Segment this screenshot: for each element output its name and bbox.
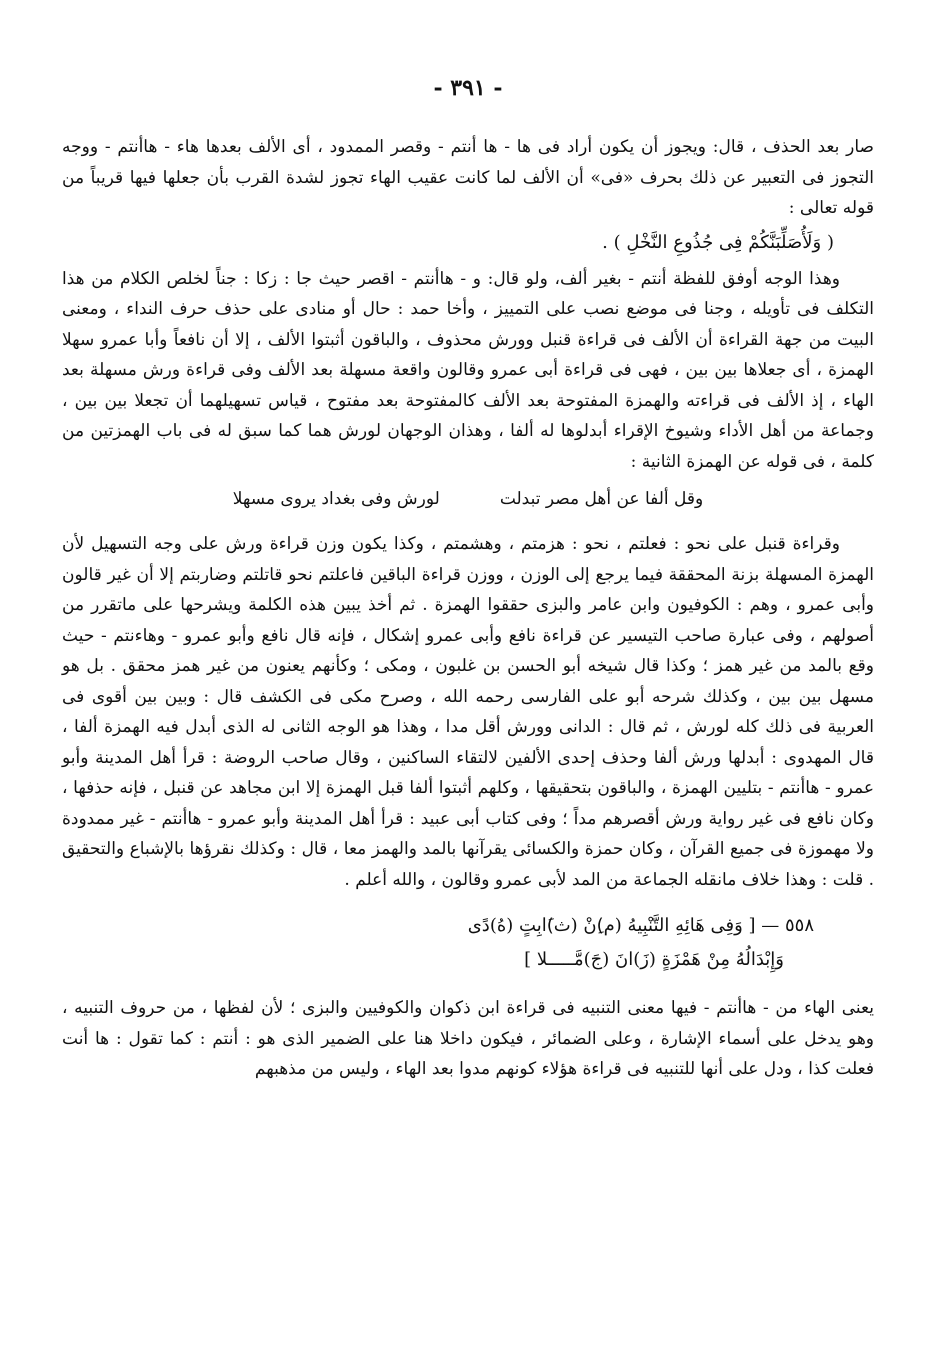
- quoted-verse: [62, 483, 874, 515]
- paragraph-1: صار بعد الحذف ، قال: ويجوز أن يكون أراد فى ها - ها أنتم - وقصر الممدود ، أى الألف بعدها هاء - هاأنتم - ووجه التجوز فى التعبير عن ذلك بحرف «فى» أن الألف لما كانت عقيب الهاء تجوز لشدة القرب بأن جعلها فيها قريباً من قوله تعالى :: [62, 137, 874, 218]
- page-number: - ٣٩١ -: [433, 75, 503, 101]
- quran-quote: ( وَلَأُصَلِّبَنَّكُمْ فِى جُذُوعِ النَّخْلِ ) .: [602, 231, 834, 253]
- paragraph-2: وهذا الوجه أوفق للفظة أنتم - بغير ألف، ولو قال: و - هاأنتم - اقصر حيث جا : زكا : جناً لخلص الكلام من هذا التكلف فى تأويله ، وجنا فى موضع نصب على التمييز ، وأخا حمد : حال أو منادى على حذف حرف النداء ، ومعنى البيت من جهة القراءة أن الألف فى قراءة قنبل وورش محذوف ، والباقون أثبتوا الألف ، إلا أن نافعاً وأبا عمرو سهلا الهمزة ، أى جعلاها بين بين ، فهى فى قراءة أبى عمرو وقالون واقعة مسهلة بعد الألف وفى قراءة ورش مسهلة بعد الهاء ، إذ الألف فى قراءته والهمزة المفتوحة بعد الألف كالمفتوحة بعد مفتوح ، قياس تسهيلهما أن تجعلا بين بين ، وجماعة من أهل الأداء وشيوخ الإقراء أبدلوها له ألفا ، وهذان الوجهان لورش هما كما سبق له فى باب الهمزتين من كلمة ، فى قوله عن الهمزة الثانية :: [62, 268, 874, 472]
- verse-hemistich-first: وقل ألفا عن أهل مصر تبدلت: [499, 489, 704, 509]
- verse-hemistich-second: لورش وفى بغداد يروى مسهلا: [232, 489, 440, 509]
- poem-line-1: ٥٥٨ — [ وَفِى هَائِهِ التَّنْبِيهُ (م)ِنْ (ث)َابِتٍ (هُ)دًى: [467, 915, 814, 936]
- poem-line-2: وَإِبْدَالُهُ مِنْ هَمْزَةٍ (زَ)انَ (جَ)مَّـــــلا ]: [524, 949, 784, 970]
- poem-block: [62, 909, 874, 977]
- paragraph-4: يعنى الهاء من - هاأنتم - فيها معنى التنبيه فى قراءة ابن ذكوان والكوفيين والبزى ؛ لأن لفظها ، من حروف التنبيه ، وهو يدخل على أسماء الإشارة ، وعلى الضمائر ، فيكون داخلا هنا على الضمير الذى هو : أنتم : كما تقول : ها أنت فعلت كذا ، ودل على أنها للتنبيه فى قراءة هؤلاء كونهم مدوا بعد الهاء ، وليس من مذهبهم: [62, 998, 874, 1079]
- paragraph-3: وقراءة قنبل على نحو : فعلتم ، نحو : هزمتم ، وهشمتم ، وكذا يكون وزن قراءة ورش على وجه التسهيل لأن الهمزة المسهلة بزنة المحققة فيما يرجع إلى الوزن ، ووزن قراءة الباقين فاعلتم نحو قاتلتم وضاربتم إلا أن غير قالون وأبى عمرو ، وهم : الكوفيون وابن عامر والبزى حققوا الهمزة . ثم أخذ يبين هذه الكلمة ويشرحها على ماتقرر من أصولهم ، وفى عبارة صاحب التيسير عن قراءة نافع وأبى عمرو إشكال ، فإنه قال نافع وأبو عمرو - وهاءنتم - حيث وقع بالمد من غير همز ؛ وكذا قال شيخه أبو الحسن بن غلبون ، ومكى ؛ وكأنهم يعنون من غير همز محقق . بل هو مسهل بين بين ، وكذلك شرحه أبو على الفارسى رحمه الله ، وصرح مكى فى الكشف قال : وبين بين أقوى فى العربية فى ذلك كله لورش ، ثم قال : الدانى وورش أقل مدا ، وهذا هو الوجه الثانى له الذى أبدل فيه الهمزة ألفا ، قال المهدوى : أبدلها ورش ألفا وحذف إحدى الألفين لالتقاء الساكنين ، وقال صاحب الروضة : قرأ أهل المدينة وأبو عمرو - هاأنتم - بتليين الهمزة ، والباقون بتحقيقها ، وكلهم أثبتوا ألفا قبل الهمزة إلا ابن مجاهد عن قنبل ، فإنه حذفها ، وكان نافع فى غير رواية ورش أقصرهم مداً ؛ وفى كتاب أبى عبيد : قرأ أهل المدينة وأبو عمرو - هاأنتم - غير ممدودة ولا مهموزة فى جميع القرآن ، وكان حمزة والكسائى يقرآنها بالمد والهمز معا ، قال : وكذلك نقرؤها بالإشباع والتحقيق . قلت : وهذا خلاف مانقله الجماعة من المد لأبى عمرو وقالون ، والله أعلم .: [62, 534, 874, 890]
